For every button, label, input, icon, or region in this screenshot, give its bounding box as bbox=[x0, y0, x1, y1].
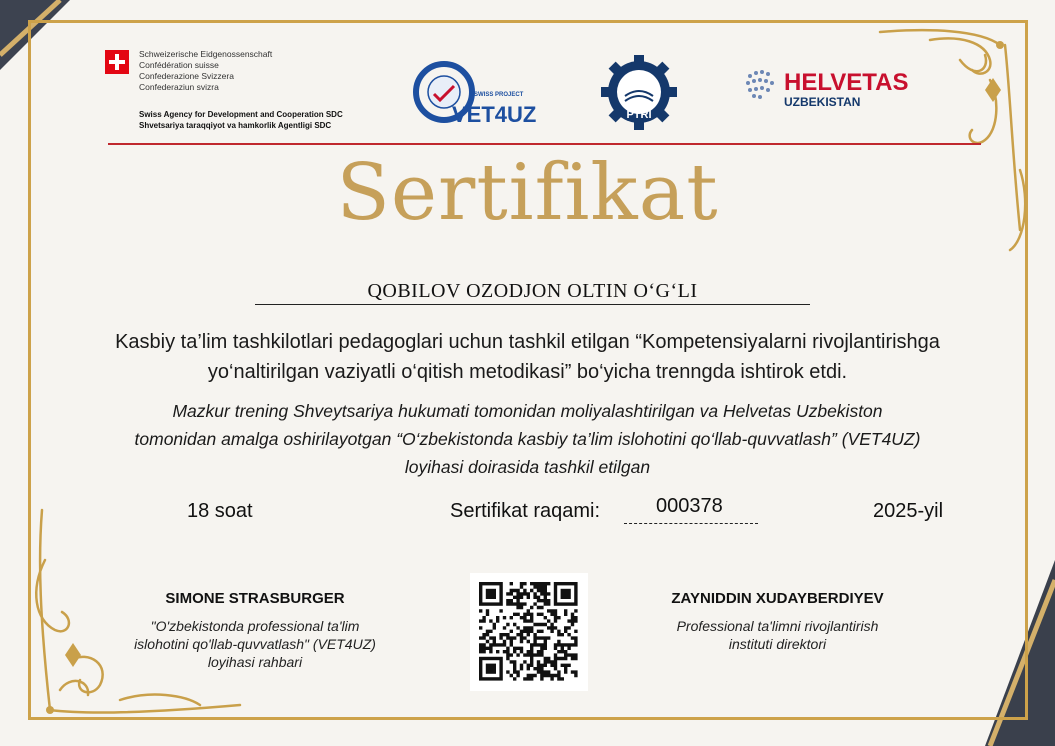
signatory-right-role-line: instituti direktori bbox=[728, 636, 827, 652]
signatory-left-role bbox=[110, 617, 400, 671]
helvetas-logo bbox=[740, 62, 930, 112]
ptri-text: PTRI bbox=[626, 109, 652, 121]
qr-finder-pattern bbox=[554, 582, 578, 606]
sdc-names bbox=[139, 109, 343, 131]
signatory-left-role-line: islohotini qo'llab-quvvatlash" (VET4UZ) bbox=[134, 636, 376, 652]
recipient-name: QOBILOV OZODJON OLTIN O‘G‘LI bbox=[367, 280, 698, 302]
swiss-names bbox=[139, 49, 272, 93]
vet4uz-logo bbox=[412, 58, 547, 130]
signatory-right-role-line: Professional ta'limni rivojlantirish bbox=[676, 618, 879, 634]
qr-finder-pattern bbox=[479, 582, 503, 606]
qr-finder-pattern bbox=[479, 657, 503, 681]
certificate-year: 2025-yil bbox=[873, 500, 944, 522]
ptri-logo bbox=[598, 55, 680, 130]
signatory-right-role bbox=[635, 617, 920, 653]
recipient-line bbox=[255, 280, 810, 305]
signatory-left-role-line: loyihasi rahbari bbox=[207, 654, 303, 670]
swiss-name-de: Schweizerische Eidgenossenschaft bbox=[139, 49, 273, 59]
signatory-right bbox=[635, 590, 920, 653]
helvetas-main-text: HELVETAS bbox=[784, 69, 909, 96]
certificate-title: Sertifikat bbox=[336, 148, 719, 238]
qr-code-icon bbox=[470, 573, 588, 691]
vet4uz-main-text: VET4UZ bbox=[452, 102, 537, 127]
header-rule bbox=[108, 143, 981, 145]
swiss-name-it: Confederazione Svizzera bbox=[139, 71, 234, 81]
signatory-left-name: SIMONE STRASBURGER bbox=[165, 590, 345, 607]
sdc-line-uz: Shvetsariya taraqqiyot va hamkorlik Agentligi SDC bbox=[139, 121, 332, 130]
swiss-name-rm: Confederaziun svizra bbox=[139, 82, 219, 92]
helvetas-sub-text: UZBEKISTAN bbox=[784, 95, 861, 109]
funding-line-1: Mazkur trening Shveytsariya hukumati tomonidan moliyalashtirilgan va Helvetas Uzbekiston bbox=[172, 401, 883, 421]
certificate-number: 000378 bbox=[656, 495, 723, 517]
swiss-flag-icon bbox=[105, 50, 129, 74]
funding-note bbox=[60, 397, 995, 481]
signatory-left-role-line: "O'zbekistonda professional ta'lim bbox=[150, 618, 360, 634]
training-hours: 18 soat bbox=[187, 500, 253, 522]
swiss-name-fr: Confédération suisse bbox=[139, 60, 219, 70]
certificate-number-label: Sertifikat raqami: bbox=[450, 500, 601, 522]
signatory-right-name: ZAYNIDDIN XUDAYBERDIYEV bbox=[671, 590, 884, 607]
sdc-line-en: Swiss Agency for Development and Cooperation SDC bbox=[139, 110, 343, 119]
funding-line-3: loyihasi doirasida tashkil etilgan bbox=[404, 457, 651, 477]
funding-line-2: tomonidan amalga oshirilayotgan “O‘zbekistonda kasbiy ta’lim islohotini qo‘llab-quvvatlash” (VET4UZ) bbox=[134, 429, 921, 449]
swiss-sdc-logo bbox=[105, 50, 375, 135]
vet4uz-small-text: SWISS PROJECT bbox=[474, 92, 524, 98]
training-description: Kasbiy ta’lim tashkilotlari pedagoglari uchun tashkil etilgan “Kompetensiyalarni rivojlantirishga yo‘naltirilgan vaziyatli o‘qitish metodikasi” bo‘yicha trenngda ishtirok etdi. bbox=[115, 331, 940, 383]
verification-qr-code[interactable] bbox=[470, 573, 588, 691]
signatory-left bbox=[110, 590, 400, 671]
